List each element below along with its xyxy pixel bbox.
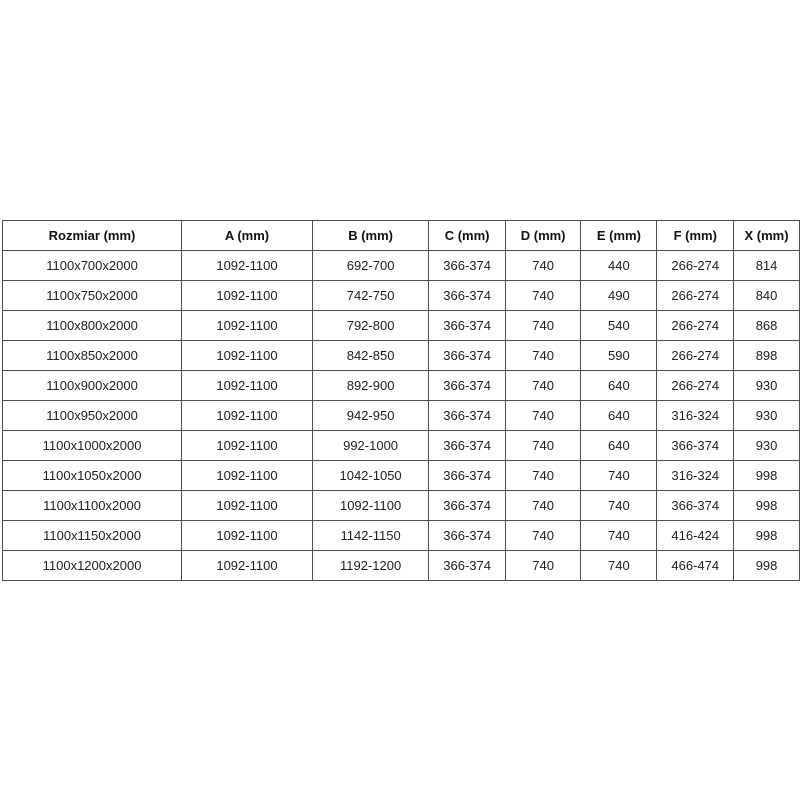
table-cell: 366-374 (429, 281, 506, 311)
table-cell: 740 (505, 551, 580, 581)
column-header: A (mm) (182, 221, 313, 251)
table-cell: 1092-1100 (182, 251, 313, 281)
table-cell: 740 (505, 521, 580, 551)
dimensions-table (2, 220, 800, 581)
table-cell: 1192-1200 (312, 551, 428, 581)
table-cell: 1100x850x2000 (3, 341, 182, 371)
column-header: E (mm) (581, 221, 657, 251)
column-header: F (mm) (657, 221, 734, 251)
column-header: D (mm) (505, 221, 580, 251)
table-cell: 898 (734, 341, 800, 371)
table-cell: 366-374 (429, 371, 506, 401)
table-cell: 740 (581, 521, 657, 551)
table-cell: 740 (505, 311, 580, 341)
table-cell: 740 (505, 251, 580, 281)
table-cell: 266-274 (657, 311, 734, 341)
table-cell: 1100x1000x2000 (3, 431, 182, 461)
table-cell: 1092-1100 (182, 341, 313, 371)
table-row (3, 461, 800, 491)
table-row (3, 431, 800, 461)
table-cell: 366-374 (657, 491, 734, 521)
table-cell: 1092-1100 (182, 281, 313, 311)
table-cell: 366-374 (429, 401, 506, 431)
table-body (3, 251, 800, 581)
table-row (3, 251, 800, 281)
table-cell: 366-374 (429, 521, 506, 551)
table-cell: 992-1000 (312, 431, 428, 461)
table-cell: 792-800 (312, 311, 428, 341)
table-cell: 692-700 (312, 251, 428, 281)
column-header: X (mm) (734, 221, 800, 251)
table-cell: 998 (734, 491, 800, 521)
table-cell: 868 (734, 311, 800, 341)
table-cell: 316-324 (657, 461, 734, 491)
table-row (3, 371, 800, 401)
table-cell: 366-374 (657, 431, 734, 461)
table-cell: 814 (734, 251, 800, 281)
table-cell: 1100x750x2000 (3, 281, 182, 311)
table-cell: 1100x700x2000 (3, 251, 182, 281)
table-cell: 316-324 (657, 401, 734, 431)
table-cell: 1100x1200x2000 (3, 551, 182, 581)
table-cell: 640 (581, 401, 657, 431)
table-cell: 490 (581, 281, 657, 311)
table-cell: 740 (581, 551, 657, 581)
table-cell: 930 (734, 401, 800, 431)
table-cell: 266-274 (657, 371, 734, 401)
table-cell: 740 (505, 401, 580, 431)
table-cell: 1092-1100 (182, 311, 313, 341)
table-cell: 590 (581, 341, 657, 371)
table-cell: 740 (581, 491, 657, 521)
table-cell: 266-274 (657, 281, 734, 311)
table-cell: 366-374 (429, 551, 506, 581)
table-head (3, 221, 800, 251)
table-cell: 998 (734, 461, 800, 491)
table-row (3, 311, 800, 341)
table-cell: 1092-1100 (182, 401, 313, 431)
table-cell: 640 (581, 431, 657, 461)
table-cell: 998 (734, 521, 800, 551)
table-cell: 1092-1100 (182, 431, 313, 461)
table-cell: 1092-1100 (182, 371, 313, 401)
table-cell: 366-374 (429, 251, 506, 281)
table-cell: 740 (505, 431, 580, 461)
table-cell: 366-374 (429, 431, 506, 461)
table-cell: 366-374 (429, 341, 506, 371)
table-cell: 740 (505, 281, 580, 311)
table-cell: 1092-1100 (182, 551, 313, 581)
table-cell: 366-374 (429, 311, 506, 341)
table-row (3, 521, 800, 551)
table-cell: 1100x1150x2000 (3, 521, 182, 551)
table-row (3, 341, 800, 371)
table-cell: 366-374 (429, 461, 506, 491)
table-cell: 842-850 (312, 341, 428, 371)
table-cell: 366-374 (429, 491, 506, 521)
table-cell: 440 (581, 251, 657, 281)
column-header: B (mm) (312, 221, 428, 251)
table-cell: 930 (734, 431, 800, 461)
table-cell: 892-900 (312, 371, 428, 401)
table-row (3, 401, 800, 431)
table-cell: 942-950 (312, 401, 428, 431)
table-cell: 266-274 (657, 251, 734, 281)
table-cell: 930 (734, 371, 800, 401)
table-row (3, 281, 800, 311)
table-cell: 740 (505, 491, 580, 521)
table-cell: 1100x900x2000 (3, 371, 182, 401)
table-cell: 1092-1100 (312, 491, 428, 521)
table-cell: 1100x1050x2000 (3, 461, 182, 491)
table-cell: 840 (734, 281, 800, 311)
table-cell: 740 (505, 371, 580, 401)
table-row (3, 551, 800, 581)
table-cell: 1092-1100 (182, 461, 313, 491)
table-cell: 1092-1100 (182, 521, 313, 551)
table-row (3, 491, 800, 521)
table-cell: 1100x800x2000 (3, 311, 182, 341)
table-cell: 1100x950x2000 (3, 401, 182, 431)
table-cell: 266-274 (657, 341, 734, 371)
column-header: C (mm) (429, 221, 506, 251)
table-cell: 416-424 (657, 521, 734, 551)
table-cell: 466-474 (657, 551, 734, 581)
table-cell: 742-750 (312, 281, 428, 311)
table-cell: 540 (581, 311, 657, 341)
header-row (3, 221, 800, 251)
table-cell: 1092-1100 (182, 491, 313, 521)
table-cell: 740 (505, 341, 580, 371)
table-cell: 640 (581, 371, 657, 401)
column-header: Rozmiar (mm) (3, 221, 182, 251)
table-cell: 740 (505, 461, 580, 491)
table-cell: 1142-1150 (312, 521, 428, 551)
table-cell: 740 (581, 461, 657, 491)
table-cell: 998 (734, 551, 800, 581)
table-cell: 1042-1050 (312, 461, 428, 491)
table-cell: 1100x1100x2000 (3, 491, 182, 521)
